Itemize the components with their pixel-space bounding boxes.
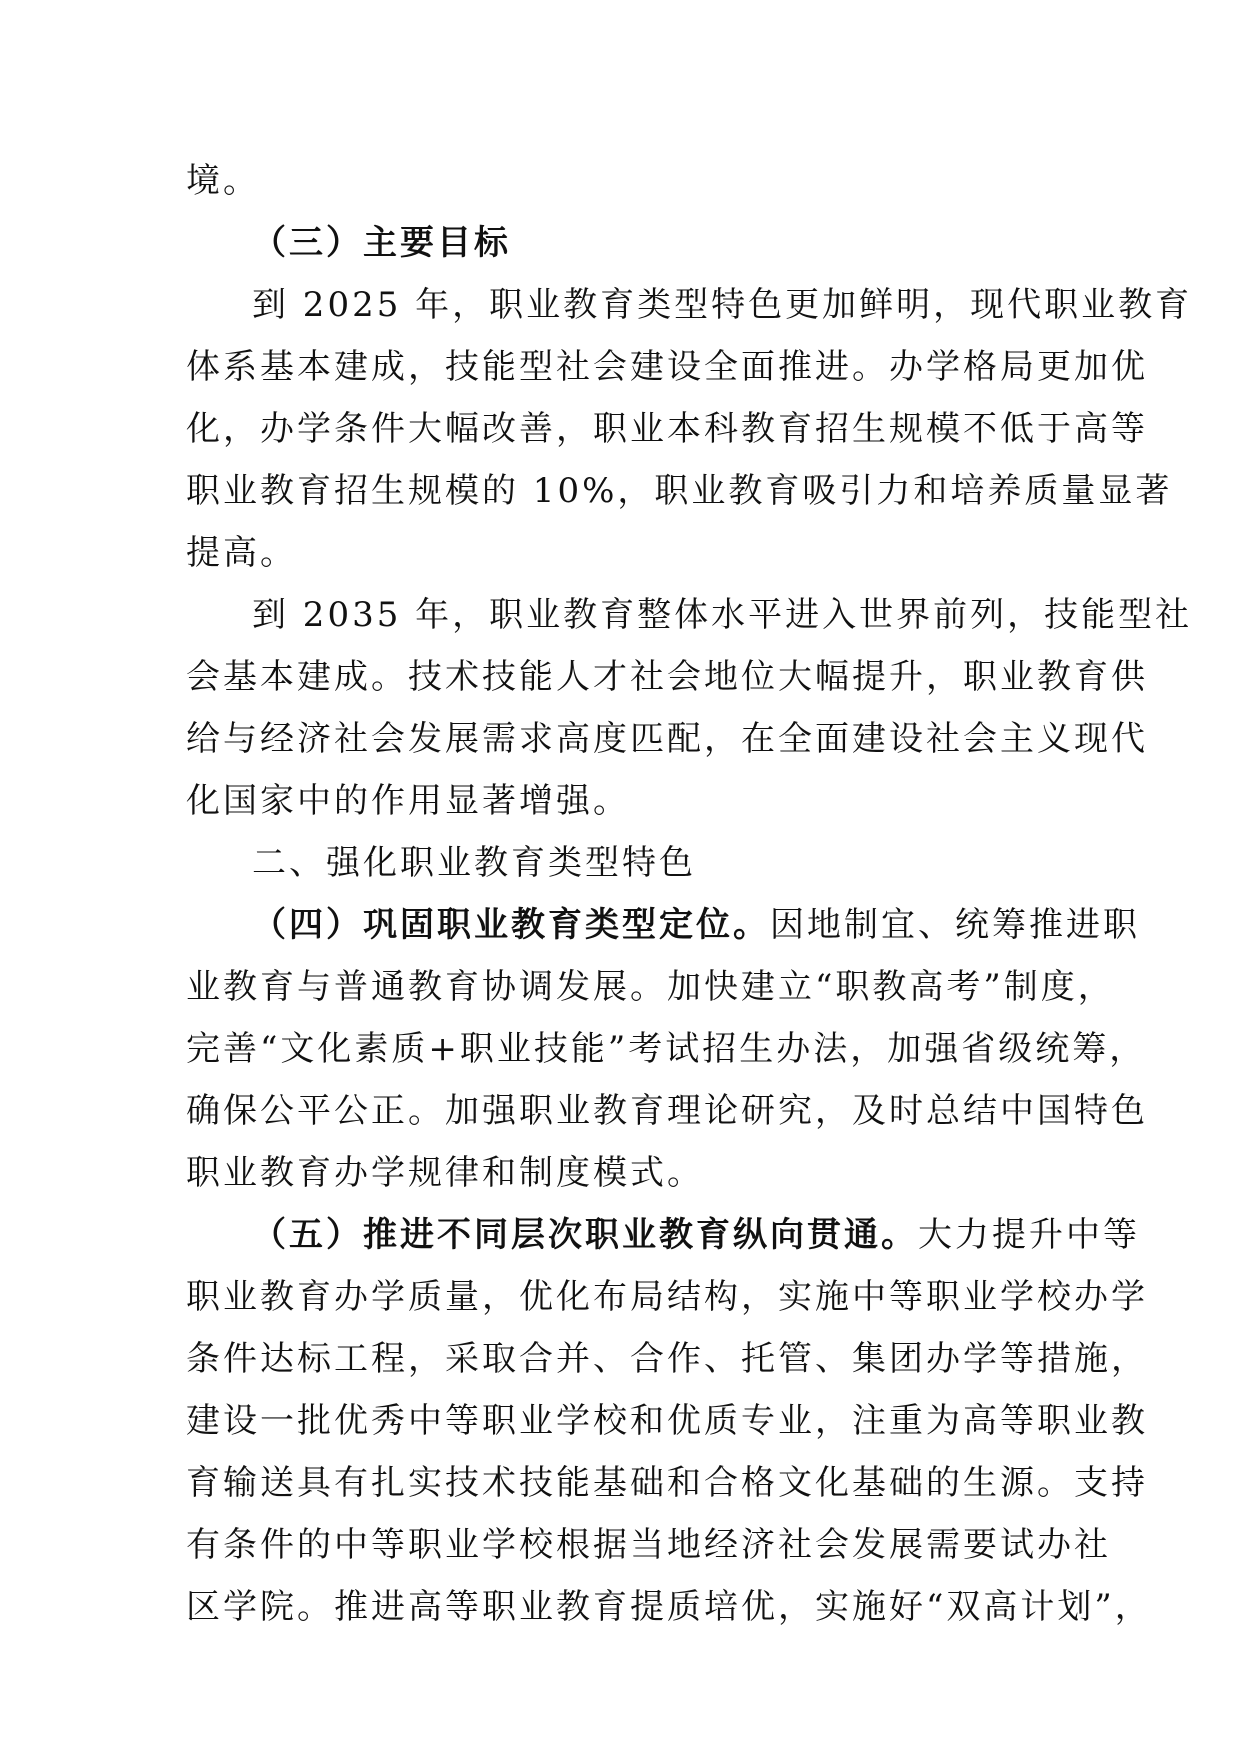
paragraph-line: 到 2025 年，职业教育类型特色更加鲜明，现代职业教育 — [252, 285, 1193, 325]
paragraph-line: 提高。 — [186, 533, 297, 573]
chapter-heading: 二、强化职业教育类型特色 — [252, 843, 696, 883]
subsection-title: （四）巩固职业教育类型定位。 — [252, 905, 770, 945]
paragraph-line: 体系基本建成，技能型社会建设全面推进。办学格局更加优 — [186, 347, 1148, 387]
paragraph-line: 职业教育办学质量，优化布局结构，实施中等职业学校办学 — [186, 1277, 1148, 1317]
paragraph-line: 到 2035 年，职业教育整体水平进入世界前列，技能型社 — [252, 595, 1193, 635]
paragraph-line — [186, 1204, 1140, 1266]
paragraph-line: 会基本建成。技术技能人才社会地位大幅提升，职业教育供 — [186, 657, 1148, 697]
paragraph-text: 因地制宜、统筹推进职 — [770, 905, 1140, 945]
paragraph-text: 大力提升中等 — [918, 1215, 1140, 1255]
paragraph-line: 育输送具有扎实技术技能基础和合格文化基础的生源。支持 — [186, 1463, 1148, 1503]
paragraph-line: 区学院。推进高等职业教育提质培优，实施好“双高计划”， — [186, 1587, 1152, 1627]
paragraph-line: 建设一批优秀中等职业学校和优质专业，注重为高等职业教 — [186, 1401, 1148, 1441]
text-line: 境。 — [186, 161, 260, 201]
paragraph-line — [186, 894, 1140, 956]
paragraph-line: 职业教育办学规律和制度模式。 — [186, 1153, 704, 1193]
paragraph-line: 确保公平公正。加强职业教育理论研究，及时总结中国特色 — [186, 1091, 1148, 1131]
paragraph-line: 条件达标工程，采取合并、合作、托管、集团办学等措施， — [186, 1339, 1148, 1379]
paragraph-line: 化，办学条件大幅改善，职业本科教育招生规模不低于高等 — [186, 409, 1148, 449]
section-heading-main-goals: （三）主要目标 — [252, 223, 511, 263]
subsection-title: （五）推进不同层次职业教育纵向贯通。 — [252, 1215, 918, 1255]
document-page — [186, 150, 1193, 1638]
paragraph-line: 化国家中的作用显著增强。 — [186, 781, 630, 821]
paragraph-line: 职业教育招生规模的 10%，职业教育吸引力和培养质量显著 — [186, 471, 1173, 511]
paragraph-line: 有条件的中等职业学校根据当地经济社会发展需要试办社 — [186, 1525, 1111, 1565]
paragraph-line: 业教育与普通教育协调发展。加快建立“职教高考”制度， — [186, 967, 1115, 1007]
paragraph-line: 完善“文化素质+职业技能”考试招生办法，加强省级统筹， — [186, 1029, 1147, 1069]
paragraph-line: 给与经济社会发展需求高度匹配，在全面建设社会主义现代 — [186, 719, 1148, 759]
